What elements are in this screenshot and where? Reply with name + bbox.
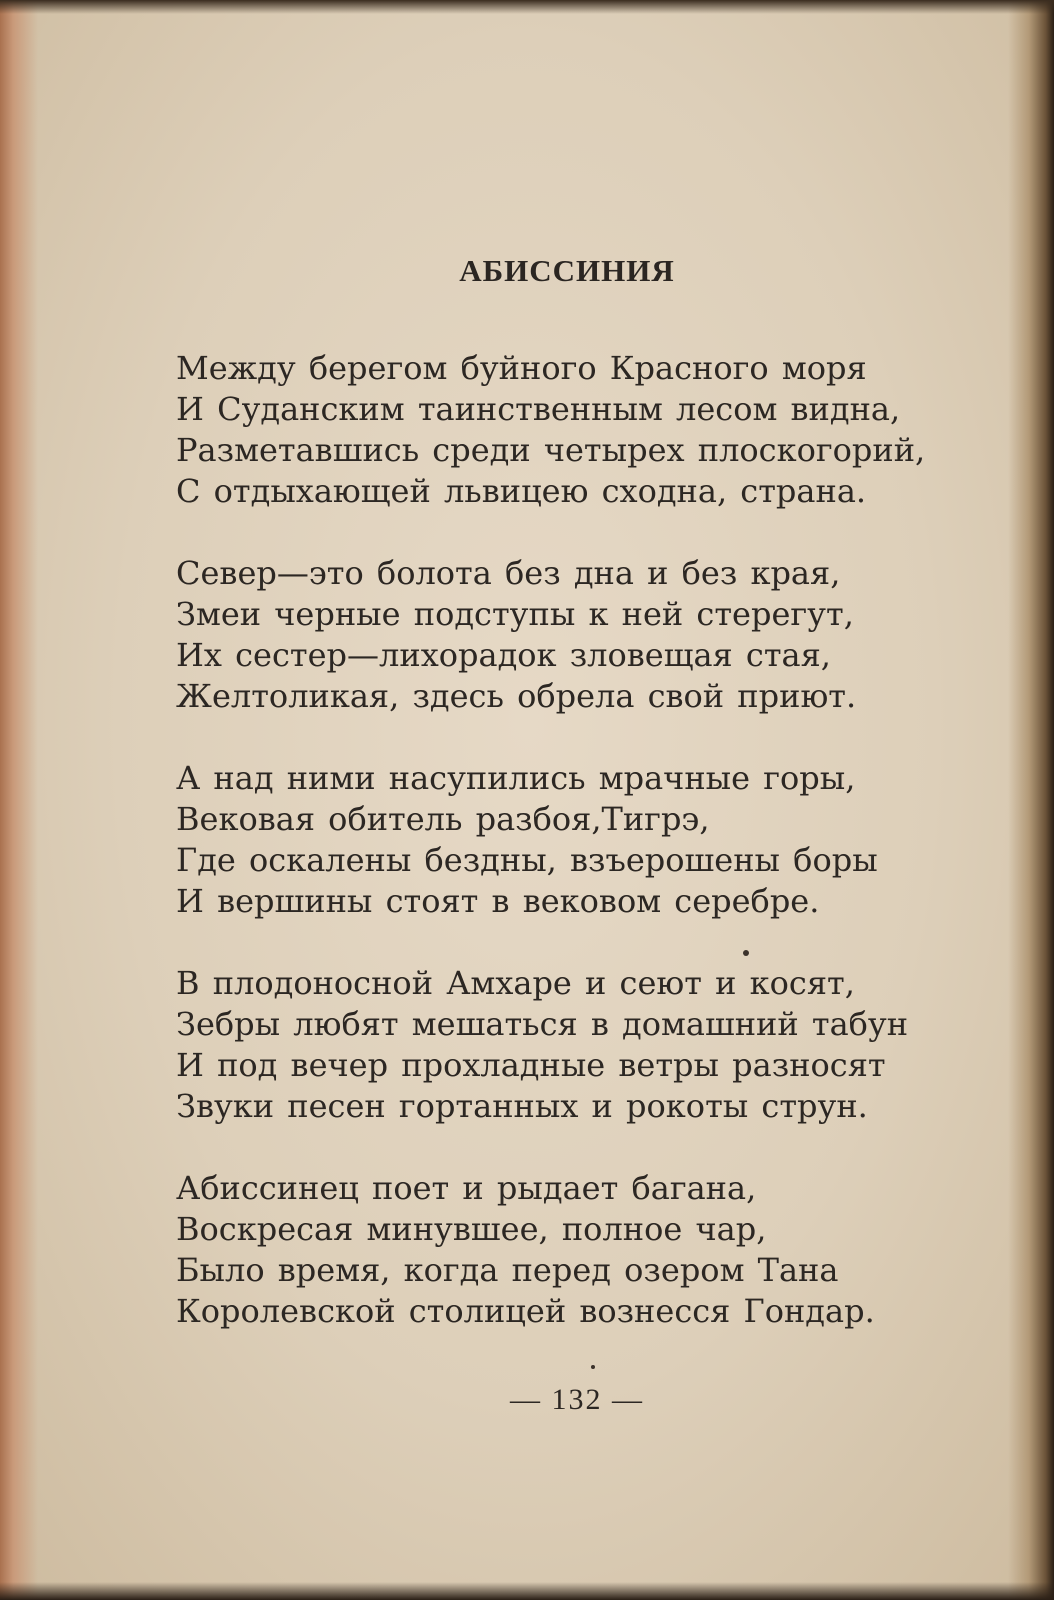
page-edge-right xyxy=(1008,0,1054,1600)
stanza-2 xyxy=(176,553,996,717)
poem-body xyxy=(176,348,996,1373)
page-edge-top xyxy=(0,0,1054,14)
poem-line: И вершины стоят в вековом серебре. xyxy=(176,882,820,920)
poem-title: АБИССИНИЯ xyxy=(459,253,675,288)
poem-line: С отдыхающей львицею сходна, страна. xyxy=(176,472,867,510)
stanza-4 xyxy=(176,963,996,1127)
poem-line: Между берегом буйного Красного моря xyxy=(176,349,867,387)
poem-line: Воскресая минувшее, полное чар, xyxy=(176,1210,767,1248)
page-edge-left xyxy=(0,0,38,1600)
poem-line: Звуки песен гортанных и рокоты струн. xyxy=(176,1087,868,1125)
poem-line: А над ними насупились мрачные горы, xyxy=(176,759,856,797)
page-edge-bottom xyxy=(0,1582,1054,1600)
poem-line: И под вечер прохладные ветры разносят xyxy=(176,1046,886,1084)
poem-line: Абиссинец поет и рыдает багана, xyxy=(176,1169,757,1207)
poem-line: Змеи черные подступы к ней стерегут, xyxy=(176,595,854,633)
poem-line: И Суданским таинственным лесом видна, xyxy=(176,390,901,428)
page-number: — 132 — xyxy=(510,1383,644,1416)
stanza-1 xyxy=(176,348,996,512)
poem-line: Королевской столицей вознесся Гондар. xyxy=(176,1292,875,1330)
ink-speck xyxy=(743,950,749,956)
poem-line: Разметавшись среди четырех плоскогорий, xyxy=(176,431,926,469)
poem-line: Желтоликая, здесь обрела свой приют. xyxy=(176,677,857,715)
poem-line: Их сестер—лихорадок зловещая стая, xyxy=(176,636,831,674)
poem-line: Вековая обитель разбоя,Тигрэ, xyxy=(176,800,710,838)
stanza-5 xyxy=(176,1168,996,1332)
ink-speck xyxy=(591,1365,595,1369)
poem-line: В плодоносной Амхаре и сеют и косят, xyxy=(176,964,855,1002)
poem-line: Зебры любят мешаться в домашний табун xyxy=(176,1005,909,1043)
poem-line: Север—это болота без дна и без края, xyxy=(176,554,841,592)
stanza-3 xyxy=(176,758,996,922)
poem-line: Где оскалены бездны, взъерошены боры xyxy=(176,841,878,879)
poem-line: Было время, когда перед озером Тана xyxy=(176,1251,839,1289)
